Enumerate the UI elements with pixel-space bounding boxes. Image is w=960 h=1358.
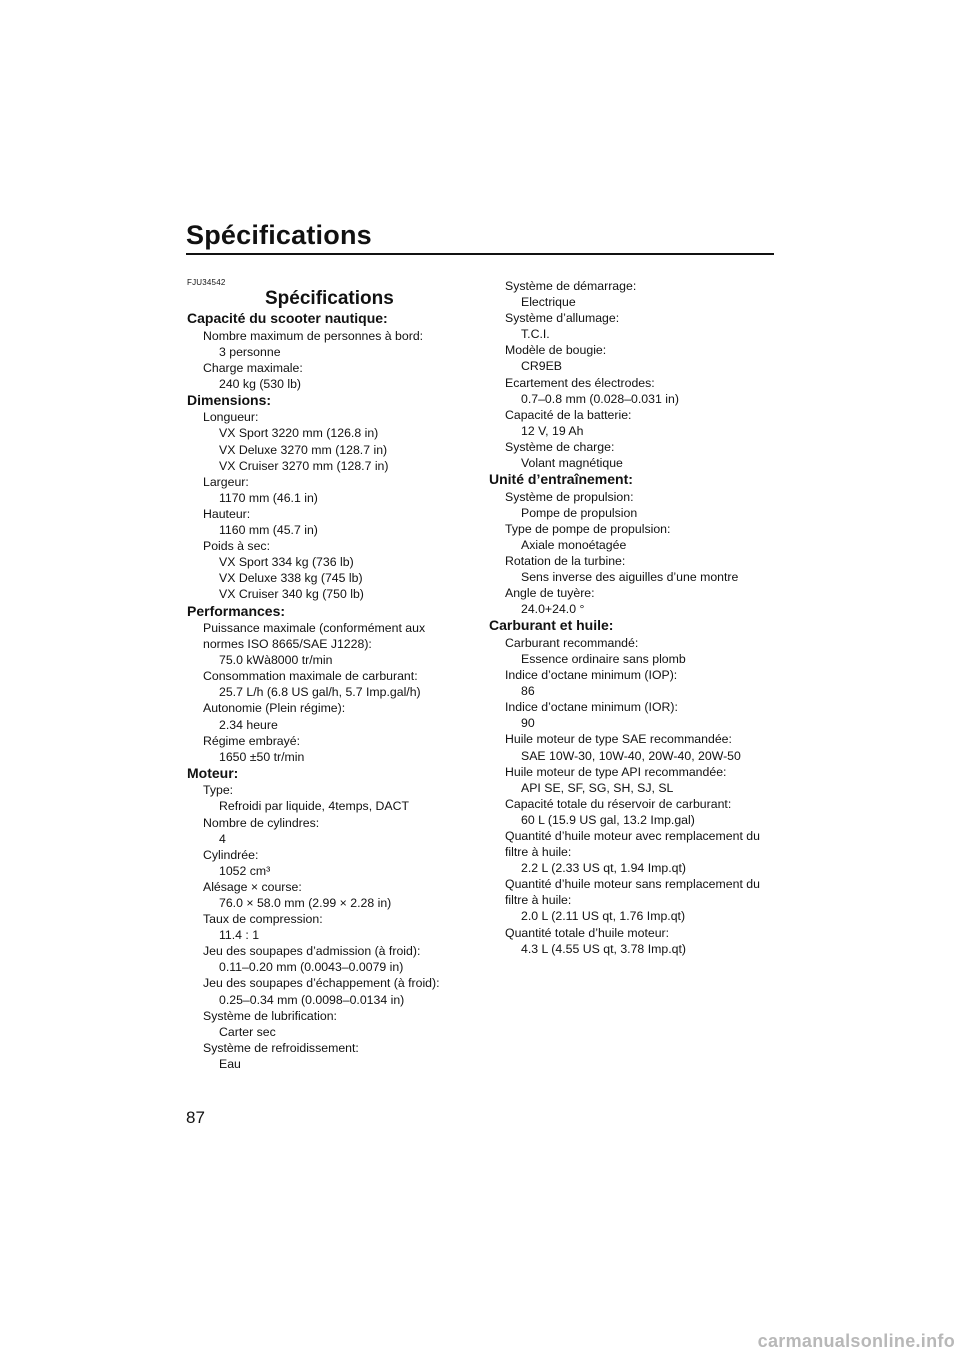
spec-item bbox=[489, 278, 789, 310]
spec-label: Système de charge: bbox=[505, 439, 615, 454]
spec-label: Indice d’octane minimum (IOR): bbox=[505, 700, 678, 715]
left-sections bbox=[187, 310, 477, 1072]
spec-column-right bbox=[489, 278, 789, 957]
spec-value: 4.3 L (4.55 US qt, 3.78 Imp.qt) bbox=[521, 941, 686, 956]
spec-item bbox=[187, 636, 477, 668]
spec-label: Indice d’octane minimum (IOP): bbox=[505, 668, 678, 683]
spec-section bbox=[187, 392, 477, 603]
spec-item bbox=[489, 635, 789, 667]
section-title: Performances: bbox=[187, 602, 286, 619]
spec-value: 2.34 heure bbox=[219, 717, 278, 732]
spec-label: Nombre de cylindres: bbox=[203, 815, 320, 830]
spec-label: Quantité d’huile moteur sans remplacement du bbox=[505, 877, 760, 892]
spec-label: Quantité totale d’huile moteur: bbox=[505, 925, 670, 940]
spec-label: Cylindrée: bbox=[203, 847, 259, 862]
section-title: Carburant et huile: bbox=[489, 617, 614, 634]
section-title: Capacité du scooter nautique: bbox=[187, 310, 388, 326]
spec-label: Capacité totale du réservoir de carburant: bbox=[505, 796, 732, 811]
spec-label: Longueur: bbox=[203, 410, 259, 425]
spec-label: Rotation de la turbine: bbox=[505, 554, 626, 568]
spec-item bbox=[489, 342, 789, 374]
spec-item bbox=[187, 538, 477, 602]
spec-value: 1170 mm (46.1 in) bbox=[219, 490, 318, 505]
spec-value: VX Sport 334 kg (736 lb) bbox=[219, 555, 354, 570]
spec-item bbox=[187, 360, 477, 392]
spec-item bbox=[489, 585, 789, 617]
spec-item bbox=[489, 764, 789, 796]
spec-item bbox=[489, 796, 789, 828]
spec-item bbox=[489, 489, 789, 521]
spec-item bbox=[187, 815, 477, 847]
spec-item bbox=[489, 553, 789, 585]
spec-label: Système de lubrification: bbox=[203, 1008, 337, 1023]
spec-label: Alésage × course: bbox=[203, 879, 302, 894]
page-header-title: Spécifications bbox=[186, 220, 372, 250]
spec-label: Système d’allumage: bbox=[505, 311, 620, 326]
spec-value: CR9EB bbox=[521, 359, 563, 374]
spec-item bbox=[489, 667, 789, 699]
spec-item bbox=[187, 911, 477, 943]
spec-item bbox=[489, 892, 789, 924]
spec-item bbox=[187, 847, 477, 879]
spec-value: Essence ordinaire sans plomb bbox=[521, 651, 686, 666]
header-rule bbox=[186, 253, 774, 255]
spec-value: VX Sport 3220 mm (126.8 in) bbox=[219, 426, 379, 441]
spec-value: VX Deluxe 338 kg (745 lb) bbox=[219, 571, 363, 586]
spec-item bbox=[187, 620, 477, 636]
spec-section bbox=[187, 310, 477, 392]
spec-value: 25.7 L/h (6.8 US gal/h, 5.7 Imp.gal/h) bbox=[219, 685, 421, 700]
spec-item bbox=[489, 876, 789, 892]
spec-item bbox=[489, 407, 789, 439]
spec-label: Puissance maximale (conformément aux bbox=[203, 621, 426, 635]
spec-value: 0.25–0.34 mm (0.0098–0.0134 in) bbox=[219, 992, 405, 1007]
spec-value: SAE 10W-30, 10W-40, 20W-40, 20W-50 bbox=[521, 748, 741, 763]
spec-value: 12 V, 19 Ah bbox=[521, 423, 584, 438]
right-sections bbox=[489, 278, 789, 957]
spec-label: Taux de compression: bbox=[203, 912, 323, 927]
page-number: 87 bbox=[186, 1108, 205, 1127]
spec-section bbox=[187, 603, 477, 765]
spec-item bbox=[489, 310, 789, 342]
spec-item bbox=[489, 375, 789, 407]
spec-value: T.C.I. bbox=[521, 327, 550, 342]
spec-value: 2.0 L (2.11 US qt, 1.76 Imp.qt) bbox=[521, 909, 686, 924]
spec-label: Type de pompe de propulsion: bbox=[505, 521, 671, 536]
spec-value: 90 bbox=[521, 716, 535, 731]
spec-label: Largeur: bbox=[203, 474, 249, 489]
spec-value: 86 bbox=[521, 684, 535, 699]
spec-value: Volant magnétique bbox=[521, 456, 623, 471]
spec-value: 3 personne bbox=[219, 344, 281, 359]
section-code: FJU34542 bbox=[187, 278, 226, 287]
spec-item bbox=[489, 731, 789, 763]
spec-label: Modèle de bougie: bbox=[505, 343, 607, 358]
spec-label: filtre à huile: bbox=[505, 893, 572, 908]
spec-item bbox=[187, 943, 477, 975]
section-title: Unité d’entraînement: bbox=[489, 471, 633, 488]
spec-item bbox=[187, 1008, 477, 1040]
spec-label: filtre à huile: bbox=[505, 845, 572, 860]
section-title: Dimensions: bbox=[187, 391, 272, 408]
spec-item bbox=[187, 506, 477, 538]
spec-value: 75.0 kWà8000 tr/min bbox=[219, 653, 333, 668]
spec-value: 1650 ±50 tr/min bbox=[219, 749, 305, 764]
spec-value: Pompe de propulsion bbox=[521, 505, 638, 520]
spec-item bbox=[187, 700, 477, 732]
spec-value: VX Cruiser 340 kg (750 lb) bbox=[219, 587, 364, 602]
spec-value: 1160 mm (45.7 in) bbox=[219, 523, 318, 538]
spec-item bbox=[187, 733, 477, 765]
spec-section bbox=[489, 617, 789, 956]
spec-label: Système de propulsion: bbox=[505, 489, 634, 504]
spec-value: Sens inverse des aiguilles d’une montre bbox=[521, 570, 739, 585]
spec-item bbox=[489, 699, 789, 731]
spec-label: Ecartement des électrodes: bbox=[505, 375, 655, 390]
spec-label: Autonomie (Plein régime): bbox=[203, 701, 346, 716]
spec-label: Système de démarrage: bbox=[505, 279, 637, 293]
spec-value: 2.2 L (2.33 US qt, 1.94 Imp.qt) bbox=[521, 861, 686, 876]
spec-value: Carter sec bbox=[219, 1024, 276, 1039]
spec-item bbox=[187, 474, 477, 506]
spec-item bbox=[489, 844, 789, 876]
spec-item bbox=[187, 975, 477, 1007]
spec-item bbox=[489, 828, 789, 844]
spec-value: 24.0+24.0 ° bbox=[521, 602, 585, 617]
spec-label: Jeu des soupapes d’admission (à froid): bbox=[203, 944, 421, 959]
spec-item bbox=[187, 782, 477, 814]
spec-item bbox=[187, 328, 477, 360]
spec-item bbox=[187, 879, 477, 911]
spec-label: Régime embrayé: bbox=[203, 733, 301, 748]
spec-label: Poids à sec: bbox=[203, 539, 270, 554]
spec-label: Huile moteur de type SAE recommandée: bbox=[505, 732, 732, 747]
spec-label: Système de refroidissement: bbox=[203, 1040, 359, 1055]
spec-value: VX Deluxe 3270 mm (128.7 in) bbox=[219, 442, 388, 457]
spec-label: Jeu des soupapes d’échappement (à froid): bbox=[203, 976, 440, 991]
spec-label: normes ISO 8665/SAE J1228): bbox=[203, 637, 372, 652]
spec-label: Nombre maximum de personnes à bord: bbox=[203, 328, 424, 343]
spec-item bbox=[489, 925, 789, 957]
spec-value: Eau bbox=[219, 1056, 241, 1071]
main-heading: Spécifications bbox=[265, 288, 394, 309]
spec-label: Capacité de la batterie: bbox=[505, 407, 632, 422]
spec-value: 0.11–0.20 mm (0.0043–0.0079 in) bbox=[219, 960, 404, 975]
spec-value: Refroidi par liquide, 4temps, DACT bbox=[219, 799, 409, 814]
spec-item bbox=[187, 409, 477, 473]
spec-value: VX Cruiser 3270 mm (128.7 in) bbox=[219, 458, 389, 473]
spec-section bbox=[489, 278, 789, 471]
spec-value: 0.7–0.8 mm (0.028–0.031 in) bbox=[521, 391, 679, 406]
spec-value: Axiale monoétagée bbox=[521, 537, 627, 552]
spec-label: Angle de tuyère: bbox=[505, 586, 595, 601]
spec-label: Charge maximale: bbox=[203, 360, 303, 375]
spec-value: 76.0 × 58.0 mm (2.99 × 2.28 in) bbox=[219, 896, 392, 910]
section-title: Moteur: bbox=[187, 764, 239, 781]
spec-section bbox=[489, 471, 789, 617]
spec-value: API SE, SF, SG, SH, SJ, SL bbox=[521, 780, 674, 795]
spec-column-left bbox=[187, 278, 477, 1072]
spec-item bbox=[489, 521, 789, 553]
spec-item bbox=[489, 439, 789, 471]
spec-label: Hauteur: bbox=[203, 506, 251, 521]
spec-value: Electrique bbox=[521, 295, 576, 310]
spec-value: 4 bbox=[219, 831, 226, 846]
spec-label: Carburant recommandé: bbox=[505, 635, 639, 650]
spec-value: 60 L (15.9 US gal, 13.2 Imp.gal) bbox=[521, 812, 695, 827]
spec-label: Quantité d’huile moteur avec remplacement du bbox=[505, 829, 760, 843]
spec-item bbox=[187, 1040, 477, 1072]
spec-value: 11.4 : 1 bbox=[219, 928, 260, 943]
spec-label: Huile moteur de type API recommandée: bbox=[505, 764, 727, 779]
watermark: carmanualsonline.info bbox=[757, 1331, 955, 1351]
spec-section bbox=[187, 765, 477, 1072]
spec-item bbox=[187, 668, 477, 700]
spec-value: 1052 cm³ bbox=[219, 863, 271, 878]
spec-label: Consommation maximale de carburant: bbox=[203, 669, 418, 684]
spec-value: 240 kg (530 lb) bbox=[219, 376, 302, 391]
spec-label: Type: bbox=[203, 783, 234, 798]
